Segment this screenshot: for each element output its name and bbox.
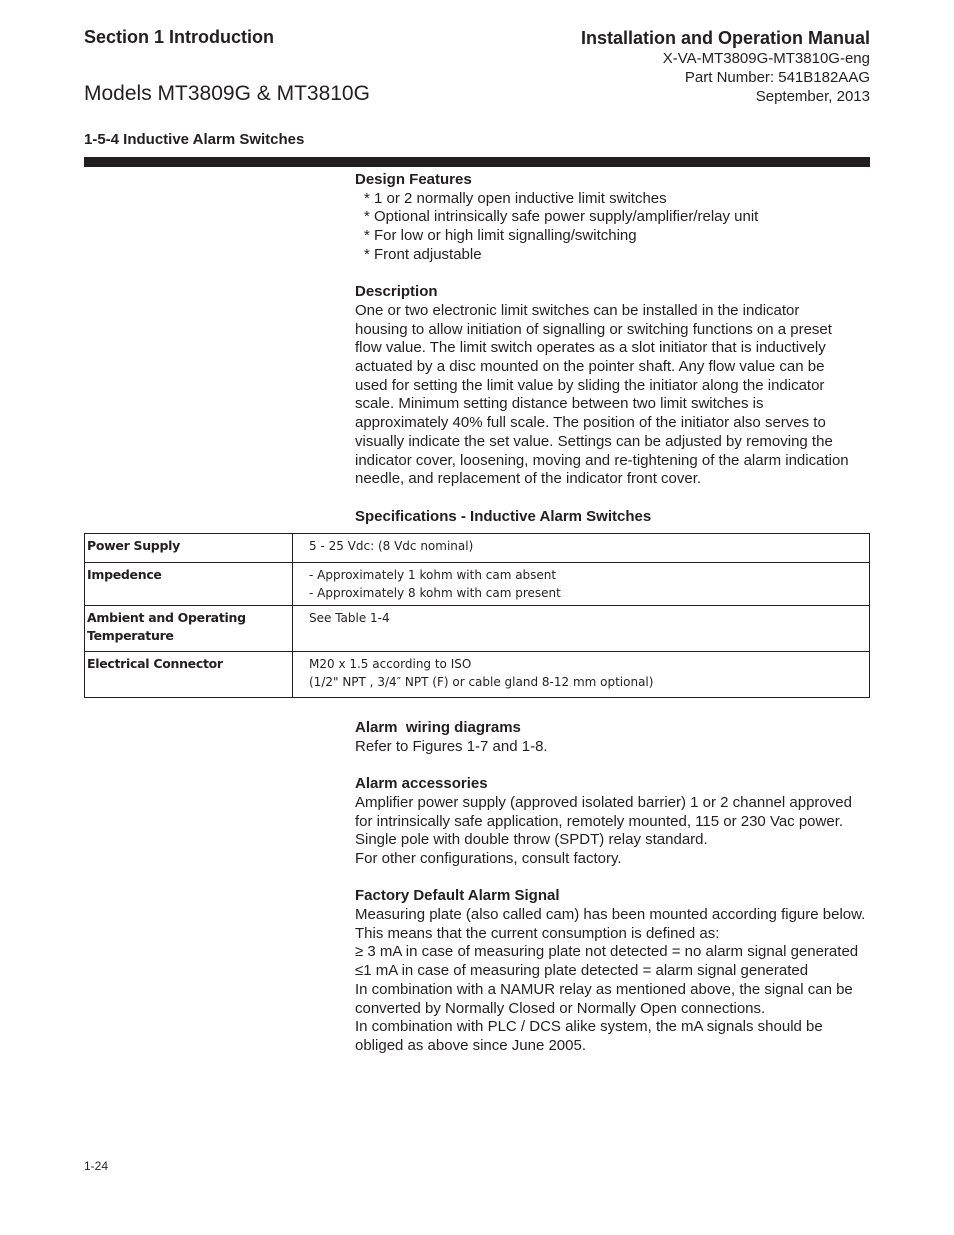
default-signal-line: This means that the current consumption is defined as:: [355, 924, 720, 942]
page-number: 1-24: [84, 1159, 109, 1173]
description-line: approximately 40% full scale. The position of the initiator also serves to: [355, 414, 826, 432]
table-row: [85, 606, 870, 652]
default-signal-line: obliged as above since June 2005.: [355, 1036, 587, 1054]
default-signal-line: ≥ 3 mA in case of measuring plate not detected = no alarm signal generated: [355, 943, 859, 961]
design-features-list: [355, 190, 870, 265]
part-number: Part Number: 541B182AAG: [684, 69, 870, 86]
accessories-line: Amplifier power supply (approved isolated barrier) 1 or 2 channel approved: [355, 793, 852, 811]
spec-value: M20 x 1.5 according to ISO (1/2" NPT , 3/4″ NPT (F) or cable gland 8-12 mm optional): [293, 652, 870, 698]
default-signal-heading: Factory Default Alarm Signal: [355, 887, 560, 905]
wiring-heading: Alarm wiring diagrams: [355, 719, 521, 736]
spec-value: - Approximately 1 kohm with cam absent - Approximately 8 kohm with cam present: [293, 563, 870, 606]
description-line: scale. Minimum setting distance between two limit switches is: [355, 395, 764, 413]
publish-date: September, 2013: [755, 88, 870, 105]
description-text: [355, 302, 870, 489]
default-signal-line: converted by Normally Closed or Normally Open connections.: [355, 999, 766, 1017]
wiring-text: Refer to Figures 1-7 and 1-8.: [355, 737, 548, 755]
default-signal-line: In combination with a NAMUR relay as mentioned above, the signal can be: [355, 980, 853, 998]
upper-column: [355, 171, 870, 526]
default-signal-line: ≤1 mA in case of measuring plate detected = alarm signal generated: [355, 962, 809, 980]
spec-table: [84, 533, 870, 698]
table-row: [85, 534, 870, 563]
accessories-line: Single pole with double throw (SPDT) relay standard.: [355, 831, 708, 849]
feature-item: * 1 or 2 normally open inductive limit switches: [364, 189, 667, 207]
description-line: One or two electronic limit switches can be installed in the indicator: [355, 301, 800, 319]
table-row: [85, 563, 870, 606]
manual-title: Installation and Operation Manual: [580, 28, 870, 48]
models-title: Models MT3809G & MT3810G: [84, 82, 370, 105]
feature-item: * For low or high limit signalling/switching: [364, 227, 637, 245]
spec-key: Ambient and Operating Temperature: [85, 606, 293, 652]
description-line: housing to allow initiation of signalling or switching functions on a preset: [355, 320, 832, 338]
spec-heading: Specifications - Inductive Alarm Switches: [355, 507, 652, 525]
manual-header: [581, 27, 870, 106]
description-line: flow value. The limit switch operates as a slot initiator that is inductively: [355, 339, 826, 357]
lower-column: [355, 719, 870, 1056]
section-label: Section 1 Introduction: [84, 27, 275, 47]
section-title: 1-5-4 Inductive Alarm Switches: [84, 131, 305, 148]
spec-key: Electrical Connector: [85, 652, 293, 698]
description-line: used for setting the limit value by sliding the initiator along the indicator: [355, 376, 825, 394]
accessories-line: for intrinsically safe application, remotely mounted, 115 or 230 Vac power.: [355, 812, 844, 830]
description-line: indicator cover, loosening, moving and re-tightening of the alarm indication: [355, 451, 849, 469]
table-row: [85, 652, 870, 698]
accessories-heading: Alarm accessories: [355, 775, 488, 793]
spec-key: Impedence: [85, 563, 293, 606]
accessories-line: For other configurations, consult factory.: [355, 849, 622, 867]
default-signal-line: Measuring plate (also called cam) has been mounted according figure below.: [355, 906, 866, 923]
section-divider: [84, 157, 870, 167]
feature-item: * Front adjustable: [364, 245, 482, 263]
description-line: visually indicate the set value. Settings can be adjusted by removing the: [355, 432, 833, 450]
spec-value: 5 - 25 Vdc: (8 Vdc nominal): [293, 534, 870, 563]
design-features-heading: Design Features: [355, 171, 472, 188]
description-line: actuated by a disc mounted on the pointer shaft. Any flow value can be: [355, 358, 825, 376]
description-line: needle, and replacement of the indicator front cover.: [355, 470, 702, 488]
description-heading: Description: [355, 283, 438, 301]
spec-value: See Table 1-4: [293, 606, 870, 652]
spec-key: Power Supply: [85, 534, 293, 563]
doc-id: X-VA-MT3809G-MT3810G-eng: [662, 50, 870, 67]
default-signal-line: In combination with PLC / DCS alike system, the mA signals should be: [355, 1018, 823, 1036]
feature-item: * Optional intrinsically safe power supply/amplifier/relay unit: [364, 208, 759, 226]
